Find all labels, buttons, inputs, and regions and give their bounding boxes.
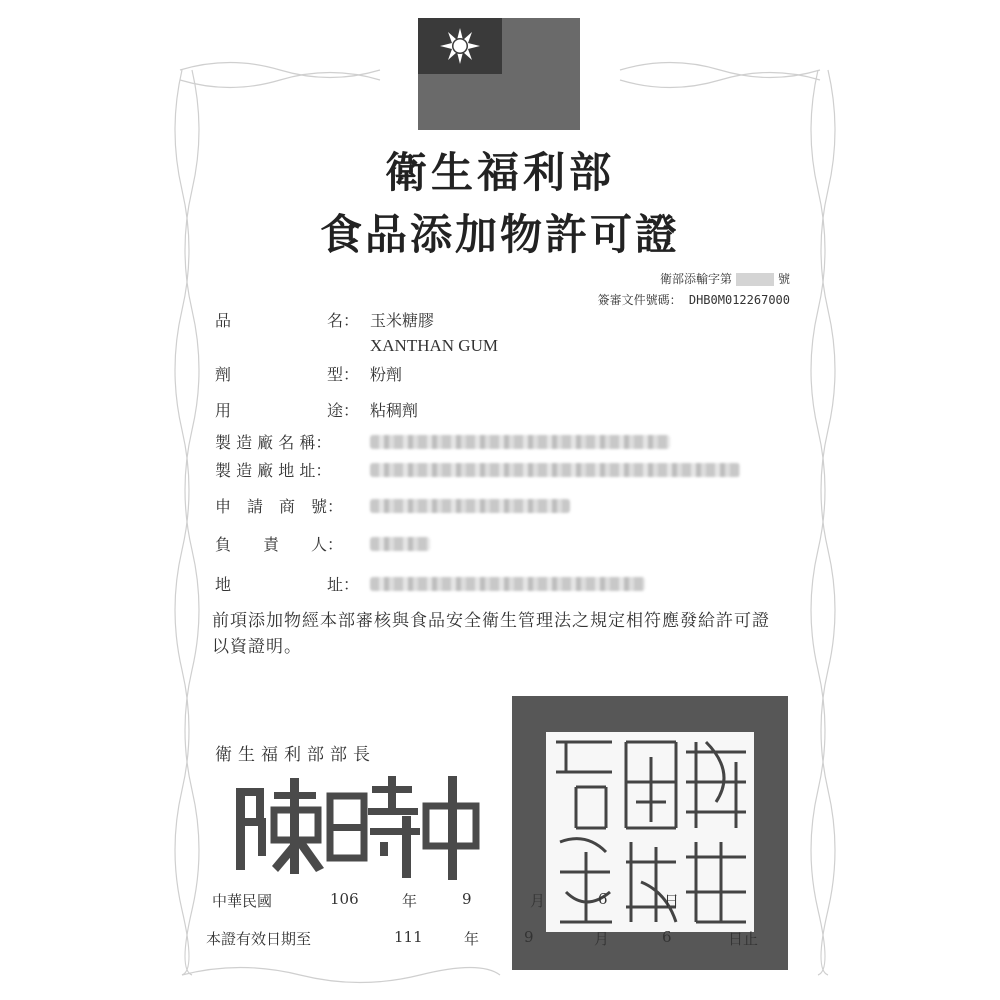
issue-year: 106 — [330, 890, 359, 908]
document-title: 衛生福利部 — [384, 148, 615, 197]
issue-month-unit: 月 — [530, 892, 546, 910]
valid-until-month: 9 — [524, 928, 534, 946]
issue-day-unit: 日 — [664, 892, 680, 910]
address-label: 地 址： — [215, 575, 360, 594]
permit-number-prefix: 衛部添輸字第 — [659, 272, 732, 286]
valid-until-date — [206, 928, 806, 948]
issue-month: 9 — [462, 890, 472, 908]
dosage-form-label: 劑 型： — [215, 365, 360, 384]
certification-statement: 前項添加物經本部審核與食品安全衛生管理法之規定相符應發給許可證以資證明。 — [212, 611, 770, 657]
issue-date — [212, 890, 812, 910]
issue-date-label: 中華民國 — [212, 892, 273, 910]
responsible-person-label: 負 責 人： — [215, 535, 344, 554]
document-code-label: 簽審文件號碼： — [597, 293, 682, 307]
manufacturer-address-label: 製 造 廠 地 址： — [215, 461, 332, 480]
applicant-label: 申 請 商 號： — [215, 497, 344, 516]
usage-label: 用 途： — [215, 401, 360, 420]
valid-until-day-unit: 日止 — [728, 930, 759, 948]
issue-year-unit: 年 — [402, 892, 418, 910]
white-sun-icon — [418, 18, 502, 74]
document-code-value: DHB0M012267000 — [688, 293, 790, 307]
manufacturer-name-label: 製 造 廠 名 稱： — [215, 433, 332, 452]
minister-title: 衛生福利部部長 — [215, 745, 376, 765]
valid-until-year-unit: 年 — [464, 930, 480, 948]
permit-number-suffix: 號 — [777, 272, 790, 286]
product-name-label: 品 名： — [215, 311, 360, 330]
redacted-permit-number — [736, 273, 774, 286]
document-code — [598, 291, 790, 308]
valid-until-label: 本證有效日期至 — [206, 930, 312, 948]
minister-signature — [230, 772, 480, 882]
valid-until-day: 6 — [662, 928, 672, 946]
document-subtitle: 食品添加物許可證 — [319, 210, 680, 259]
usage-value: 粘稠劑 — [370, 401, 419, 420]
permit-number — [660, 270, 790, 287]
redacted-responsible-person — [370, 537, 430, 551]
product-name-value: 玉米糖膠 — [370, 311, 435, 330]
issue-day: 6 — [598, 890, 608, 908]
dosage-form-value: 粉劑 — [370, 365, 403, 384]
redacted-address — [370, 577, 645, 591]
redacted-manufacturer-name — [370, 435, 670, 449]
national-flag — [418, 18, 580, 130]
redacted-manufacturer-address — [370, 463, 740, 477]
redacted-applicant — [370, 499, 570, 513]
valid-until-month-unit: 月 — [594, 930, 610, 948]
valid-until-year: 111 — [394, 928, 423, 946]
product-name-english: XANTHAN GUM — [370, 336, 498, 355]
